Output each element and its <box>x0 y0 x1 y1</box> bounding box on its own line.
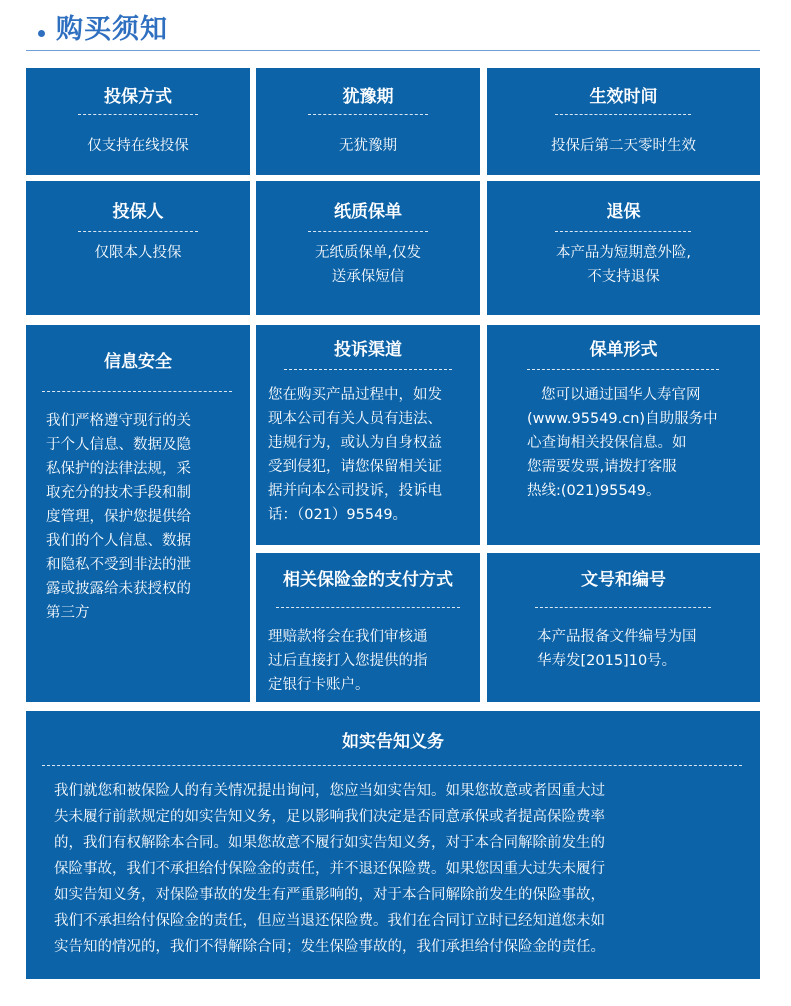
card-body-line: 如实告知义务，对保险事故的发生有严重影响的，对于本合同解除前发生的保险事故， <box>54 887 605 903</box>
card-policy-form <box>487 325 760 545</box>
card-body-line: (www.95549.cn)自助服务中 <box>527 411 718 427</box>
dashed-divider <box>535 607 711 608</box>
card-body-line: 过后直接打入您提供的指 <box>268 653 428 669</box>
card-body-line: 定银行卡账户。 <box>268 677 370 693</box>
card-body-line: 本产品为短期意外险, <box>555 245 692 261</box>
card-body: 投保后第二天零时生效 <box>551 138 696 154</box>
card-info-security <box>26 325 250 702</box>
card-body-line: 我们不承担给付保险金的责任，但应当退还保险费。我们在合同订立时已经知道您未如 <box>54 913 605 929</box>
dashed-divider <box>308 114 428 115</box>
card-body-line: 据并向本公司投诉，投诉电 <box>268 483 442 499</box>
card-body-line: 我们就您和被保险人的有关情况提出询问，您应当如实告知。如果您故意或者因重大过 <box>54 783 605 799</box>
card-title: 退保 <box>606 202 641 222</box>
bullet-dot-icon <box>38 30 45 37</box>
card-body-line: 违规行为，或认为自身权益 <box>268 435 442 451</box>
dashed-divider <box>284 369 452 370</box>
card-title: 投诉渠道 <box>334 340 402 360</box>
card-body-line: 理赔款将会在我们审核通 <box>268 629 428 645</box>
card-body-line: 您可以通过国华人寿官网 <box>541 387 701 403</box>
card-payment-method <box>256 553 480 702</box>
card-purchase-method <box>26 68 250 175</box>
card-title: 如实告知义务 <box>342 732 444 752</box>
card-document-number <box>487 553 760 702</box>
card-body-line: 我们的个人信息、数据 <box>46 533 191 549</box>
dashed-divider <box>527 369 719 370</box>
card-complaint-channel <box>256 325 480 545</box>
dashed-divider <box>42 391 232 392</box>
card-title: 保单形式 <box>589 340 658 360</box>
header-divider <box>26 50 760 51</box>
card-body-line: 和隐私不受到非法的泄 <box>46 557 191 573</box>
card-title: 文号和编号 <box>581 570 666 590</box>
card-body-line: 热线:(021)95549。 <box>527 483 661 499</box>
card-body-line: 露或披露给未获授权的 <box>46 581 191 597</box>
card-title: 投保人 <box>112 202 164 222</box>
card-title: 犹豫期 <box>342 87 394 107</box>
card-body-line: 无纸质保单,仅发 <box>314 245 422 261</box>
dashed-divider <box>78 114 198 115</box>
card-body-line: 心查询相关投保信息。如 <box>527 435 687 451</box>
card-body-line: 度管理，保护您提供给 <box>46 509 191 525</box>
card-paper-policy <box>256 181 480 315</box>
card-body-line: 私保护的法律法规，采 <box>46 461 191 477</box>
dashed-divider <box>276 607 460 608</box>
card-body-line: 您需要发票,请拨打客服 <box>527 459 677 475</box>
card-body-line: 实告知的情况的，我们不得解除合同；发生保险事故的，我们承担给付保险金的责任。 <box>54 939 605 955</box>
card-title: 相关保险金的支付方式 <box>283 570 453 590</box>
page-title: 购买须知 <box>56 14 168 45</box>
card-body-line: 送承保短信 <box>331 269 405 285</box>
card-body: 仅支持在线投保 <box>87 138 189 154</box>
dashed-divider <box>308 231 428 232</box>
dashed-divider <box>555 231 691 232</box>
card-body: 无犹豫期 <box>339 138 397 154</box>
card-disclosure-obligation <box>26 711 760 979</box>
card-body-line: 不支持退保 <box>587 269 660 285</box>
card-body-line: 取充分的技术手段和制 <box>46 485 191 501</box>
card-title: 投保方式 <box>104 87 172 107</box>
card-body-line: 保险事故，我们不承担给付保险金的责任，并不退还保险费。如果您因重大过失未履行 <box>54 861 605 877</box>
card-title: 生效时间 <box>589 87 658 107</box>
card-hesitation-period <box>256 68 480 175</box>
card-body-line: 您在购买产品过程中，如发 <box>268 387 442 403</box>
card-body-line: 本产品报备文件编号为国 <box>537 629 697 645</box>
card-body-line: 受到侵犯，请您保留相关证 <box>268 459 442 475</box>
card-body-line: 现本公司有关人员有违法、 <box>268 411 442 427</box>
card-body: 仅限本人投保 <box>94 245 182 261</box>
card-body-line: 第三方 <box>46 605 90 621</box>
card-policyholder <box>26 181 250 315</box>
card-body-line: 我们严格遵守现行的关 <box>46 413 191 429</box>
card-title: 信息安全 <box>104 352 172 372</box>
card-body-line: 失未履行前款规定的如实告知义务，足以影响我们决定是否同意承保或者提高保险费率 <box>54 809 605 825</box>
dashed-divider <box>555 114 691 115</box>
card-effective-time <box>487 68 760 175</box>
card-surrender <box>487 181 760 315</box>
card-body-line: 华寿发[2015]10号。 <box>537 653 677 669</box>
dashed-divider <box>78 231 198 232</box>
dashed-divider <box>42 765 742 766</box>
card-body-line: 话：（021）95549。 <box>268 507 408 523</box>
page-header <box>0 0 791 58</box>
card-body-line: 的，我们有权解除本合同。如果您故意不履行如实告知义务，对于本合同解除前发生的 <box>54 835 605 851</box>
card-title: 纸质保单 <box>334 202 402 222</box>
card-body-line: 于个人信息、数据及隐 <box>46 437 191 453</box>
